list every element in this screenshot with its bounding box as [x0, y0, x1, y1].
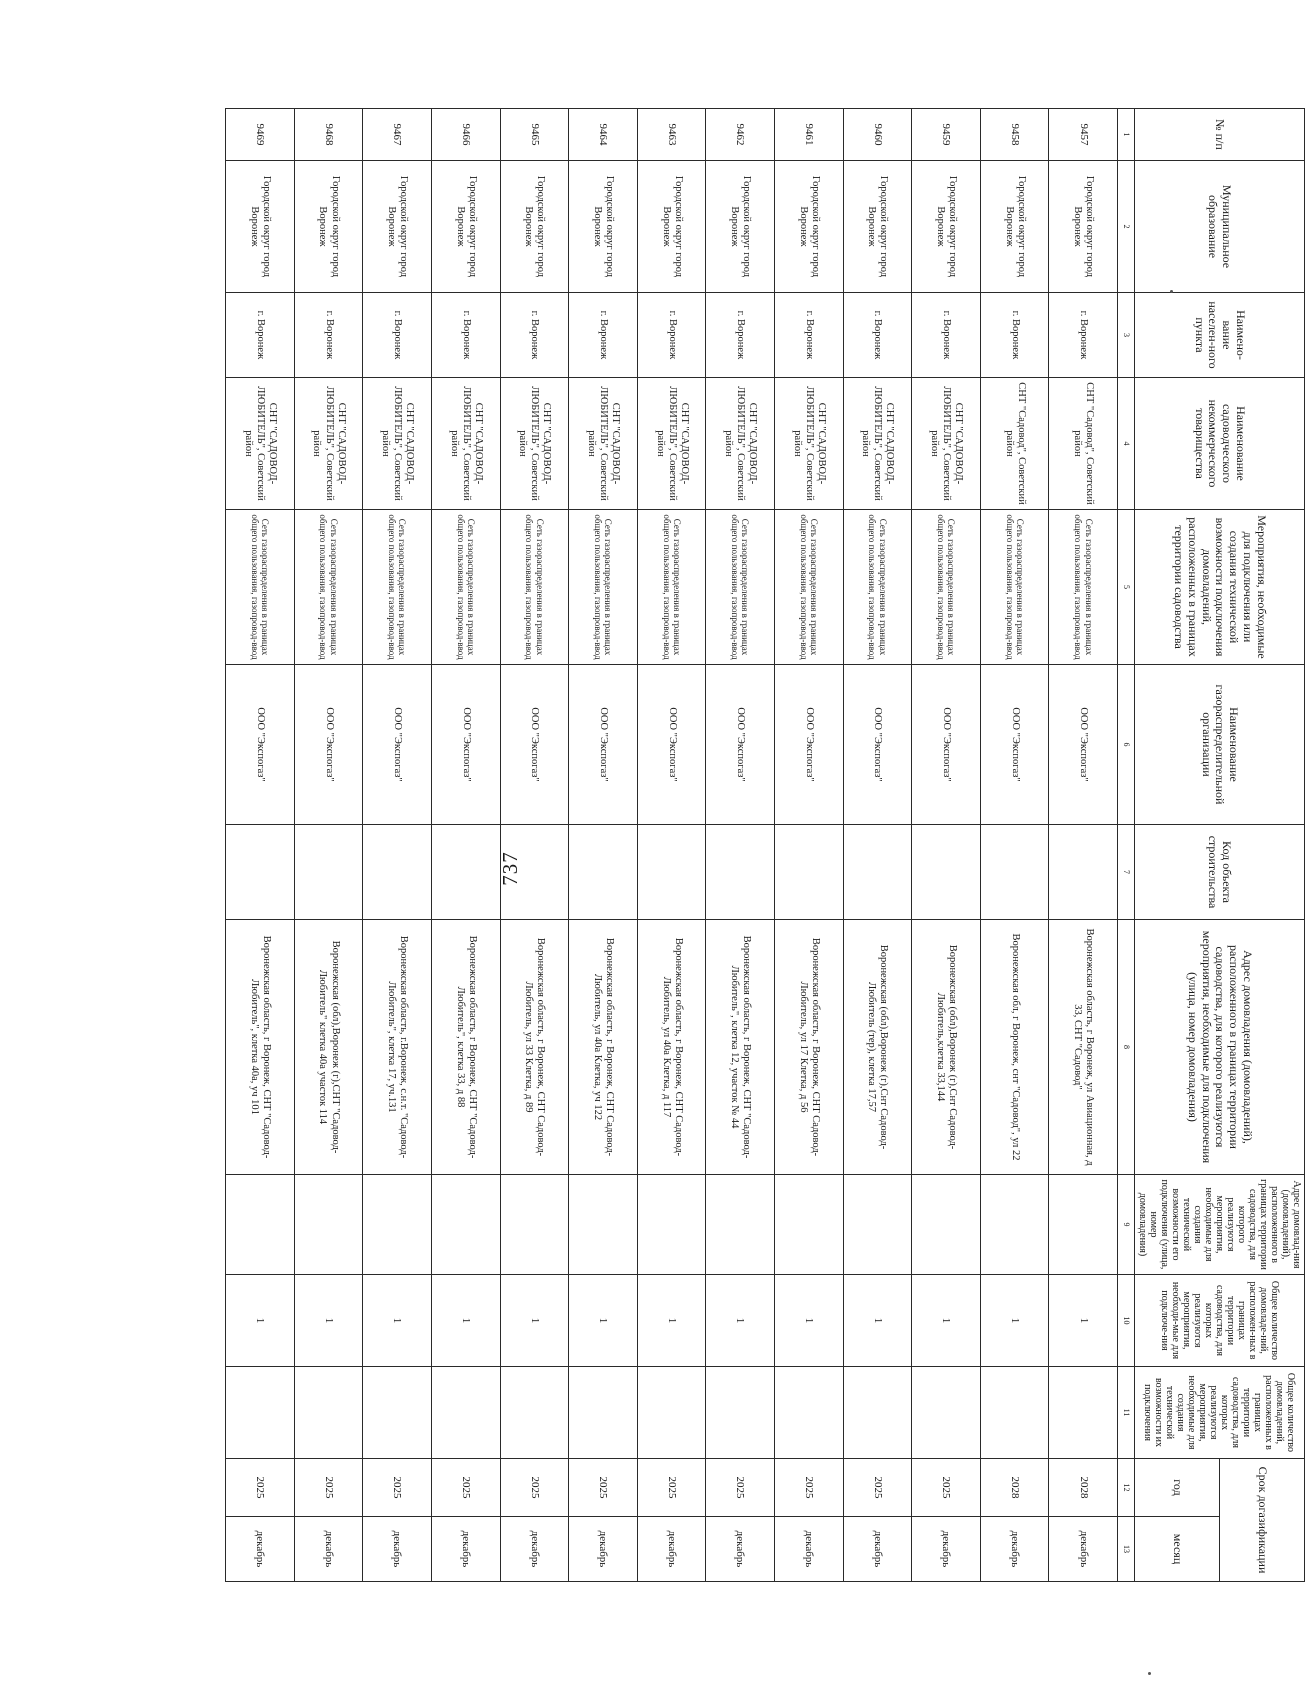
address-cell: Воронежская (обл),Воронеж (г),Снт Садовод-Любитель (тер), клетка 17,57 — [843, 920, 912, 1175]
column-number: 11 — [1118, 1367, 1135, 1459]
total-tech-cell — [774, 1367, 843, 1459]
column-number: 13 — [1118, 1517, 1135, 1582]
org-cell: ООО "Экспогаз" — [226, 665, 295, 825]
measures-cell: Сеть газораспределения в границах общего пользования, газопровод-ввод — [500, 510, 569, 665]
measures-cell: Сеть газораспределения в границах общего пользования, газопровод-ввод — [843, 510, 912, 665]
table-row — [226, 109, 295, 1582]
org-cell: ООО "Экспогаз" — [569, 665, 638, 825]
address-cell: Воронежская область, г Воронеж, СНТ "Садовод-Любитель", клетка 40а, уч 101 — [226, 920, 295, 1175]
measures-cell: Сеть газораспределения в границах общего пользования, газопровод-ввод — [912, 510, 981, 665]
year-cell: 2025 — [294, 1459, 363, 1517]
year-cell: 2025 — [912, 1459, 981, 1517]
snt-cell: СНТ "САДОВОД-ЛЮБИТЕЛЬ", Советский район — [637, 378, 706, 510]
code-cell — [774, 825, 843, 920]
total-tech-cell — [843, 1367, 912, 1459]
measures-cell: Сеть газораспределения в границах общего пользования, газопровод-ввод — [706, 510, 775, 665]
org-cell: ООО "Экспогаз" — [431, 665, 500, 825]
address-tech-cell — [912, 1175, 981, 1275]
table-row — [569, 109, 638, 1582]
org-cell: ООО "Экспогаз" — [294, 665, 363, 825]
total-conn-cell: 1 — [569, 1275, 638, 1367]
measures-cell: Сеть газораспределения в границах общего пользования, газопровод-ввод — [431, 510, 500, 665]
row-number: 9466 — [431, 109, 500, 161]
total-tech-cell — [637, 1367, 706, 1459]
municipality-cell: Городской округ город Воронеж — [363, 161, 432, 293]
total-tech-cell — [912, 1367, 981, 1459]
row-number: 9462 — [706, 109, 775, 161]
address-tech-cell — [706, 1175, 775, 1275]
year-cell: 2028 — [1049, 1459, 1118, 1517]
address-tech-cell — [363, 1175, 432, 1275]
total-conn-cell: 1 — [912, 1275, 981, 1367]
address-tech-cell — [843, 1175, 912, 1275]
scan-speck — [1148, 1672, 1151, 1675]
header-snt: Наименование садоводческого некоммерческого товарищества — [1135, 378, 1305, 510]
header-municipality: Муниципальное образование — [1135, 161, 1305, 293]
code-cell — [497, 825, 569, 920]
header-total-conn: Общее количество домовладе-ний, расположен-ных в границах территории садоводства, для которых реализуются мероприятия, необходи-мые для подключе-ния — [1135, 1275, 1305, 1367]
month-cell: декабрь — [1049, 1517, 1118, 1582]
month-cell: декабрь — [843, 1517, 912, 1582]
row-number: 9459 — [912, 109, 981, 161]
table-row — [706, 109, 775, 1582]
column-number: 10 — [1118, 1275, 1135, 1367]
total-conn-cell: 1 — [774, 1275, 843, 1367]
org-cell: ООО "Экспогаз" — [363, 665, 432, 825]
column-number: 7 — [1118, 825, 1135, 920]
snt-cell: СНТ "САДОВОД-ЛЮБИТЕЛЬ", Советский район — [569, 378, 638, 510]
address-cell: Воронежская область, г Воронеж, ул Авиационная, д 33, СНТ "Садовод" — [1049, 920, 1118, 1175]
code-cell — [1049, 825, 1118, 920]
row-number: 9465 — [500, 109, 569, 161]
address-cell: Воронежская область, г Воронеж, СНТ "Садовод-Любитель", клетка 33, д 88 — [431, 920, 500, 1175]
total-tech-cell — [706, 1367, 775, 1459]
address-tech-cell — [980, 1175, 1049, 1275]
year-cell: 2025 — [363, 1459, 432, 1517]
address-cell: Воронежская обл, г Воронеж, снт "Садовод", ул 22 — [980, 920, 1049, 1175]
locality-cell: г. Воронеж — [500, 293, 569, 378]
snt-cell: СНТ "Садовод", Советский район — [1049, 378, 1118, 510]
total-conn-cell: 1 — [431, 1275, 500, 1367]
measures-cell: Сеть газораспределения в границах общего пользования, газопровод-ввод — [363, 510, 432, 665]
measures-cell: Сеть газораспределения в границах общего пользования, газопровод-ввод — [294, 510, 363, 665]
year-cell: 2025 — [637, 1459, 706, 1517]
locality-cell: г. Воронеж — [569, 293, 638, 378]
address-cell: Воронежская область, г Воронеж, СНТ Садовод-Любитель, ул 17 Клетка, д 56 — [774, 920, 843, 1175]
code-cell — [980, 825, 1049, 920]
column-number: 1 — [1118, 109, 1135, 161]
total-tech-cell — [226, 1367, 295, 1459]
header-address: Адрес домовладения (домовладений), расположенного в границах территории садоводства, для которого реализуются мероприятия, необходимые для подключения (улица, номер домовладения) — [1135, 920, 1305, 1175]
measures-cell: Сеть газораспределения в границах общего пользования, газопровод-ввод — [1049, 510, 1118, 665]
page-number: 737 — [497, 851, 522, 886]
address-tech-cell — [500, 1175, 569, 1275]
snt-cell: СНТ "САДОВОД-ЛЮБИТЕЛЬ", Советский район — [294, 378, 363, 510]
snt-cell: СНТ "Садовод", Советский район — [980, 378, 1049, 510]
code-cell — [363, 825, 432, 920]
locality-cell: г. Воронеж — [843, 293, 912, 378]
table-row — [1049, 109, 1118, 1582]
total-conn-cell: 1 — [363, 1275, 432, 1367]
address-cell: Воронежская область, г Воронеж, СНТ "Садовод-Любитель", клетка 12, участок № 44 — [706, 920, 775, 1175]
total-tech-cell — [980, 1367, 1049, 1459]
month-cell: декабрь — [569, 1517, 638, 1582]
org-cell: ООО "Экспогаз" — [500, 665, 569, 825]
year-cell: 2025 — [500, 1459, 569, 1517]
total-conn-cell: 1 — [500, 1275, 569, 1367]
header-measures: Мероприятия, необходимые для подключения или создания технической возможности подключения домовладений, расположенных в границах территории садоводства — [1135, 510, 1305, 665]
municipality-cell: Городской округ город Воронеж — [569, 161, 638, 293]
address-cell: Воронежская область, г Воронеж, СНТ Садовод-Любитель, ул 40а Клетка, д 117 — [637, 920, 706, 1175]
measures-cell: Сеть газораспределения в границах общего пользования, газопровод-ввод — [226, 510, 295, 665]
snt-cell: СНТ "САДОВОД-ЛЮБИТЕЛЬ", Советский район — [226, 378, 295, 510]
locality-cell: г. Воронеж — [1049, 293, 1118, 378]
municipality-cell: Городской округ город Воронеж — [226, 161, 295, 293]
row-number: 9467 — [363, 109, 432, 161]
table-row — [980, 109, 1049, 1582]
table-row — [500, 109, 569, 1582]
org-cell: ООО "Экспогаз" — [1049, 665, 1118, 825]
address-tech-cell — [1049, 1175, 1118, 1275]
total-conn-cell: 1 — [294, 1275, 363, 1367]
snt-cell: СНТ "САДОВОД-ЛЮБИТЕЛЬ", Советский район — [706, 378, 775, 510]
org-cell: ООО "Экспогаз" — [637, 665, 706, 825]
locality-cell: г. Воронеж — [774, 293, 843, 378]
header-month: месяц — [1135, 1517, 1220, 1582]
code-cell — [226, 825, 295, 920]
locality-cell: г. Воронеж — [980, 293, 1049, 378]
month-cell: декабрь — [500, 1517, 569, 1582]
total-conn-cell: 1 — [843, 1275, 912, 1367]
column-number: 4 — [1118, 378, 1135, 510]
row-number: 9468 — [294, 109, 363, 161]
locality-cell: г. Воронеж — [294, 293, 363, 378]
municipality-cell: Городской округ город Воронеж — [980, 161, 1049, 293]
code-cell — [294, 825, 363, 920]
column-number: 9 — [1118, 1175, 1135, 1275]
address-cell: Воронежская область, г Воронеж, СНТ Садовод-Любитель, ул 40а Клетка, уч 122 — [569, 920, 638, 1175]
measures-cell: Сеть газораспределения в границах общего пользования, газопровод-ввод — [980, 510, 1049, 665]
year-cell: 2025 — [569, 1459, 638, 1517]
address-cell: Воронежская область, г.Воронеж, с.н.т. "Садовод-Любитель", клетка 17, уч.131 — [363, 920, 432, 1175]
total-conn-cell: 1 — [980, 1275, 1049, 1367]
table-row — [294, 109, 363, 1582]
table-row — [912, 109, 981, 1582]
table-row — [431, 109, 500, 1582]
column-number: 12 — [1118, 1459, 1135, 1517]
municipality-cell: Городской округ город Воронеж — [912, 161, 981, 293]
snt-cell: СНТ "САДОВОД-ЛЮБИТЕЛЬ", Советский район — [363, 378, 432, 510]
month-cell: декабрь — [774, 1517, 843, 1582]
header-no: № п/п — [1135, 109, 1305, 161]
municipality-cell: Городской округ город Воронеж — [431, 161, 500, 293]
table-row — [843, 109, 912, 1582]
address-cell: Воронежская (обл),Воронеж (г),СНТ "Садовод-Любитель" клетка 40а участок 114 — [294, 920, 363, 1175]
address-tech-cell — [226, 1175, 295, 1275]
snt-cell: СНТ "САДОВОД-ЛЮБИТЕЛЬ", Советский район — [912, 378, 981, 510]
total-tech-cell — [1049, 1367, 1118, 1459]
month-cell: декабрь — [363, 1517, 432, 1582]
table-row — [637, 109, 706, 1582]
month-cell: декабрь — [294, 1517, 363, 1582]
month-cell: декабрь — [912, 1517, 981, 1582]
municipality-cell: Городской округ город Воронеж — [706, 161, 775, 293]
measures-cell: Сеть газораспределения в границах общего пользования, газопровод-ввод — [637, 510, 706, 665]
header-org: Наименование газораспределительной организации — [1135, 665, 1305, 825]
address-tech-cell — [431, 1175, 500, 1275]
header-address-tech: Адрес домовлад-ния (домовладений), расположенного в границах территории садоводства, для которого реализуются мероприятия, необходимые для создания технической возможности его подключения (улица, номер домовладения) — [1135, 1175, 1305, 1275]
total-conn-cell: 1 — [226, 1275, 295, 1367]
year-cell: 2028 — [980, 1459, 1049, 1517]
year-cell: 2025 — [774, 1459, 843, 1517]
gasification-registry-table — [225, 108, 1305, 1582]
row-number: 9469 — [226, 109, 295, 161]
row-number: 9457 — [1049, 109, 1118, 161]
address-cell: Воронежская (обл),Воронеж (г),Снт Садовод-Любитель,клетка 33,144 — [912, 920, 981, 1175]
measures-cell: Сеть газораспределения в границах общего пользования, газопровод-ввод — [774, 510, 843, 665]
total-tech-cell — [431, 1367, 500, 1459]
year-cell: 2025 — [431, 1459, 500, 1517]
snt-cell: СНТ "САДОВОД-ЛЮБИТЕЛЬ", Советский район — [431, 378, 500, 510]
code-cell — [569, 825, 638, 920]
month-cell: декабрь — [226, 1517, 295, 1582]
column-number-row — [1118, 109, 1135, 1582]
locality-cell: г. Воронеж — [637, 293, 706, 378]
code-cell — [431, 825, 500, 920]
month-cell: декабрь — [980, 1517, 1049, 1582]
org-cell: ООО "Экспогаз" — [912, 665, 981, 825]
table-container — [237, 108, 1305, 1581]
locality-cell: г. Воронеж — [363, 293, 432, 378]
municipality-cell: Городской округ город Воронеж — [774, 161, 843, 293]
org-cell: ООО "Экспогаз" — [980, 665, 1049, 825]
measures-cell: Сеть газораспределения в границах общего пользования, газопровод-ввод — [569, 510, 638, 665]
table-row — [363, 109, 432, 1582]
column-number: 3 — [1118, 293, 1135, 378]
total-conn-cell: 1 — [637, 1275, 706, 1367]
month-cell: декабрь — [706, 1517, 775, 1582]
org-cell: ООО "Экспогаз" — [774, 665, 843, 825]
table-body — [226, 109, 1118, 1582]
scan-speck — [1170, 290, 1173, 293]
municipality-cell: Городской округ город Воронеж — [1049, 161, 1118, 293]
locality-cell: г. Воронеж — [912, 293, 981, 378]
municipality-cell: Городской округ город Воронеж — [637, 161, 706, 293]
total-conn-cell: 1 — [706, 1275, 775, 1367]
total-tech-cell — [363, 1367, 432, 1459]
code-cell — [637, 825, 706, 920]
address-cell: Воронежская область, г Воронеж, СНТ Садовод-Любитель, ул 33 Клетка, д 89 — [500, 920, 569, 1175]
header-deadline: Срок догазификации — [1220, 1459, 1305, 1582]
snt-cell: СНТ "САДОВОД-ЛЮБИТЕЛЬ", Советский район — [774, 378, 843, 510]
row-number: 9461 — [774, 109, 843, 161]
municipality-cell: Городской округ город Воронеж — [843, 161, 912, 293]
address-tech-cell — [637, 1175, 706, 1275]
address-tech-cell — [774, 1175, 843, 1275]
total-conn-cell: 1 — [1049, 1275, 1118, 1367]
org-cell: ООО "Экспогаз" — [843, 665, 912, 825]
row-number: 9464 — [569, 109, 638, 161]
total-tech-cell — [500, 1367, 569, 1459]
year-cell: 2025 — [706, 1459, 775, 1517]
header-code: Код объекта строительства — [1135, 825, 1305, 920]
code-cell — [912, 825, 981, 920]
month-cell: декабрь — [431, 1517, 500, 1582]
address-tech-cell — [569, 1175, 638, 1275]
municipality-cell: Городской округ город Воронеж — [500, 161, 569, 293]
column-number: 5 — [1118, 510, 1135, 665]
municipality-cell: Городской округ город Воронеж — [294, 161, 363, 293]
address-tech-cell — [294, 1175, 363, 1275]
locality-cell: г. Воронеж — [431, 293, 500, 378]
row-number: 9458 — [980, 109, 1049, 161]
org-cell: ООО "Экспогаз" — [706, 665, 775, 825]
header-year: год — [1135, 1459, 1220, 1517]
snt-cell: СНТ "САДОВОД-ЛЮБИТЕЛЬ", Советский район — [500, 378, 569, 510]
column-number: 8 — [1118, 920, 1135, 1175]
year-cell: 2025 — [843, 1459, 912, 1517]
column-number: 6 — [1118, 665, 1135, 825]
header-total-tech: Общее количество домовладений, расположенных в границах территории садоводства, для которых реализуются мероприятия, необходимые для создания технической возможности их подключения — [1135, 1367, 1305, 1459]
column-number: 2 — [1118, 161, 1135, 293]
total-tech-cell — [294, 1367, 363, 1459]
code-cell — [706, 825, 775, 920]
locality-cell: г. Воронеж — [226, 293, 295, 378]
snt-cell: СНТ "САДОВОД-ЛЮБИТЕЛЬ", Советский район — [843, 378, 912, 510]
locality-cell: г. Воронеж — [706, 293, 775, 378]
row-number: 9460 — [843, 109, 912, 161]
table-row — [774, 109, 843, 1582]
row-number: 9463 — [637, 109, 706, 161]
header-locality: Наимено-вание населен-ного пункта — [1135, 293, 1305, 378]
month-cell: декабрь — [637, 1517, 706, 1582]
total-tech-cell — [569, 1367, 638, 1459]
code-cell — [843, 825, 912, 920]
year-cell: 2025 — [226, 1459, 295, 1517]
